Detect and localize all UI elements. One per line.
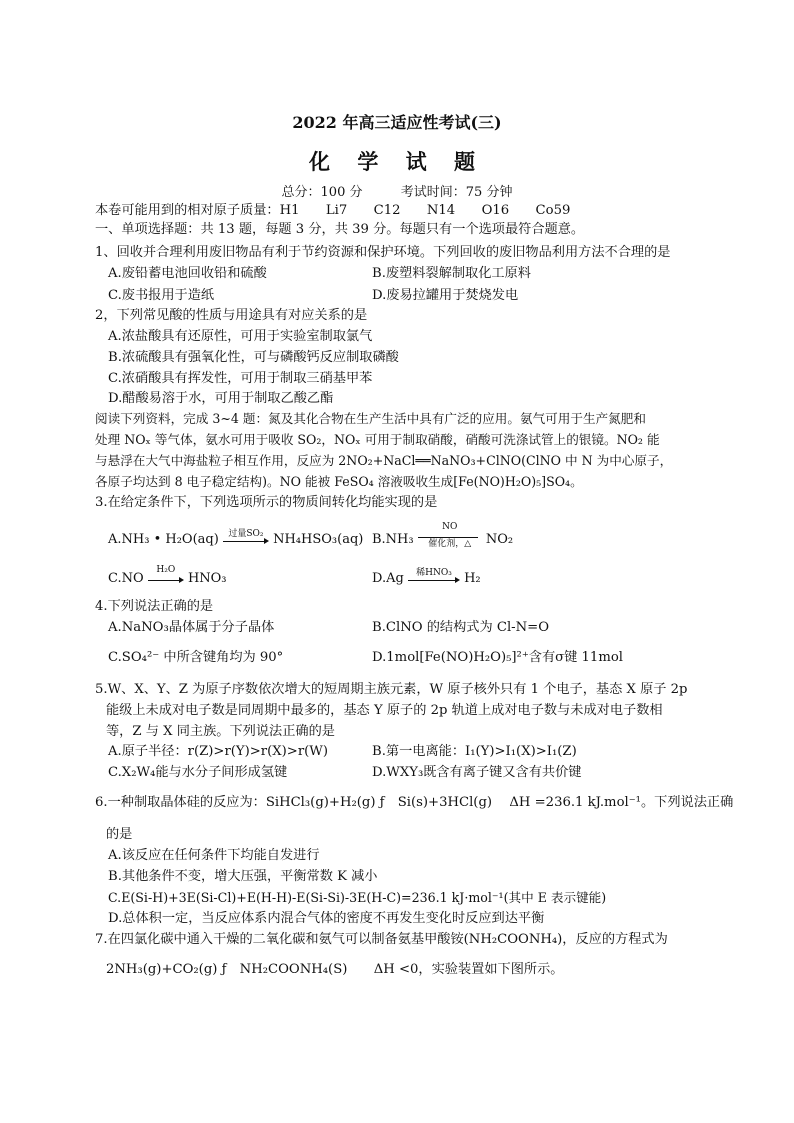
exam-title: 2022 年高三适应性考试(三): [292, 113, 502, 132]
q3-b-condition-bottom: 催化剂，△: [428, 538, 472, 549]
arrow-head-icon: [455, 577, 460, 583]
q1-option-b: B.废塑料裂解制取化工原料: [372, 266, 531, 281]
q3-a-arrow: [223, 528, 269, 545]
q3-d-product: H₂: [464, 571, 481, 586]
q5-option-a: A.原子半径：r(Z)>r(Y)>r(X)>r(W): [108, 744, 328, 759]
q6-option-a: A.该反应在任何条件下均能自发进行: [108, 848, 320, 863]
q4-stem: 4.下列说法正确的是: [95, 599, 214, 614]
q5-option-d: D.WXY₃既含有离子键又含有共价键: [372, 765, 582, 780]
exam-time: 考试时间：75 分钟: [400, 185, 513, 200]
q2-option-a: A.浓盐酸具有还原性，可用于实验室制取氯气: [108, 329, 373, 344]
q6-option-b: B.其他条件不变，增大压强，平衡常数 K 减小: [108, 869, 378, 884]
q3-option-d: [372, 567, 481, 586]
q4-option-b: B.ClNO 的结构式为 Cl-N=O: [372, 620, 550, 635]
q2-stem: 2，下列常见酸的性质与用途具有对应关系的是: [95, 308, 368, 323]
q6-option-d: D.总体积一定，当反应体系内混合气体的密度不再发生变化时反应到达平衡: [108, 911, 545, 926]
q1-stem: 1、回收并合理利用废旧物品有利于节约资源和保护环境。下列回收的废旧物品利用方法不合理的是: [95, 245, 671, 260]
q1-option-c: C.废书报用于造纸: [108, 288, 215, 303]
q1-option-d: D.废易拉罐用于焚烧发电: [372, 288, 519, 303]
q7-stem-line-1: 7.在四氯化碳中通入干燥的二氧化碳和氨气可以制备氨基甲酸铵(NH₂COONH₄)，反应的方程式为: [95, 932, 668, 947]
q3-stem: 3.在给定条件下，下列选项所示的物质间转化均能实现的是: [95, 495, 438, 510]
q3-b-condition-top: NO: [442, 521, 458, 532]
arrow-head-icon: [179, 577, 184, 583]
q6-stem-line-2: 的是: [106, 827, 133, 842]
q3-b-reactant: B.NH₃: [372, 532, 414, 547]
reading-line-2: 处理 NOₓ 等气体，氨水可用于吸收 SO₂，NOₓ 可用于制取硝酸，硝酸可洗涤试管上的银镜。NO₂ 能: [95, 432, 660, 447]
q3-c-condition: H₂O: [156, 564, 176, 575]
exam-meta: [0, 181, 794, 200]
q5-option-c: C.X₂W₄能与水分子间形成氢键: [108, 765, 288, 780]
reading-line-1: 阅读下列资料，完成 3~4 题：氮及其化合物在生产生活中具有广泛的应用。氨气可用于生产氮肥和: [95, 411, 646, 426]
reading-line-4: 各原子均达到 8 电子稳定结构)。NO 能被 FeSO₄ 溶液吸收生成[Fe(NO)H₂O)₅]SO₄。: [95, 474, 583, 489]
arrow-head-icon: [264, 538, 269, 544]
q3-d-arrow: [408, 567, 460, 584]
q3-option-c: [108, 564, 227, 586]
q3-a-product: NH₄HSO₃(aq): [273, 532, 364, 547]
q3-d-condition: 稀HNO₃: [416, 567, 452, 578]
atomic-masses: 本卷可能用到的相对原子质量：H1 Li7 C12 N14 O16 Co59: [95, 203, 571, 218]
section-heading: 一、单项选择题：共 13 题，每题 3 分，共 39 分。每题只有一个选项最符合题意。: [95, 222, 585, 237]
q5-stem-line-1: 5.W、X、Y、Z 为原子序数依次增大的短周期主族元素，W 原子核外只有 1 个电子，基态 X 原子 2p: [95, 682, 688, 697]
q3-a-condition: 过量SO₂: [228, 528, 264, 539]
q4-option-c: C.SO₄²⁻ 中所含键角均为 90°: [108, 650, 284, 665]
q3-d-reactant: D.Ag: [372, 571, 404, 586]
subject-title: 化 学 试 题: [309, 149, 485, 174]
q3-c-reactant: C.NO: [108, 571, 144, 586]
q2-option-b: B.浓硫酸具有强氧化性，可与磷酸钙反应制取磷酸: [108, 350, 399, 365]
q5-option-b: B.第一电离能：I₁(Y)>I₁(X)>I₁(Z): [372, 744, 577, 759]
q5-stem-line-3: 等，Z 与 X 同主族。下列说法正确的是: [106, 724, 335, 739]
q3-c-arrow: [148, 564, 184, 584]
q1-option-a: A.废铅蓄电池回收铅和硫酸: [108, 266, 267, 281]
q3-c-product: HNO₃: [187, 571, 227, 586]
q4-option-a: A.NaNO₃晶体属于分子晶体: [108, 620, 275, 635]
q4-option-d: D.1mol[Fe(NO)H₂O)₅]²⁺含有σ键 11mol: [372, 650, 623, 665]
q3-a-reactant: A.NH₃ • H₂O(aq): [108, 532, 219, 547]
q3-option-b: [372, 521, 514, 549]
q3-b-arrow: [418, 521, 482, 549]
q2-option-d: D.醋酸易溶于水，可用于制取乙酸乙酯: [108, 391, 334, 406]
q6-stem-line-1: 6.一种制取晶体硅的反应为：SiHCl₃(g)+H₂(g) ƒ Si(s)+3HCl(g) ΔH =236.1 kJ.mol⁻¹。下列说法正确: [95, 795, 734, 810]
q3-option-a: [108, 528, 364, 547]
q2-option-c: C.浓硝酸具有挥发性，可用于制取三硝基甲苯: [108, 371, 373, 386]
reading-line-3: 与悬浮在大气中海盐粒子相互作用，反应为 2NO₂+NaCl══NaNO₃+ClNO(ClNO 中 N 为中心原子，: [95, 453, 673, 468]
q5-stem-line-2: 能级上未成对电子数是同周期中最多的，基态 Y 原子的 2p 轨道上成对电子数与未成对电子数相: [106, 703, 663, 718]
total-score: 总分：100 分: [281, 185, 363, 200]
q7-stem-line-2: 2NH₃(g)+CO₂(g) ƒ NH₂COONH₄(S) ΔH <0，实验装置如下图所示。: [106, 962, 564, 977]
q3-b-product: NO₂: [485, 532, 514, 547]
q6-option-c: C.E(Si-H)+3E(Si-Cl)+E(H-H)-E(Si-Si)-3E(H-C)=236.1 kJ·mol⁻¹(其中 E 表示键能): [108, 890, 607, 905]
